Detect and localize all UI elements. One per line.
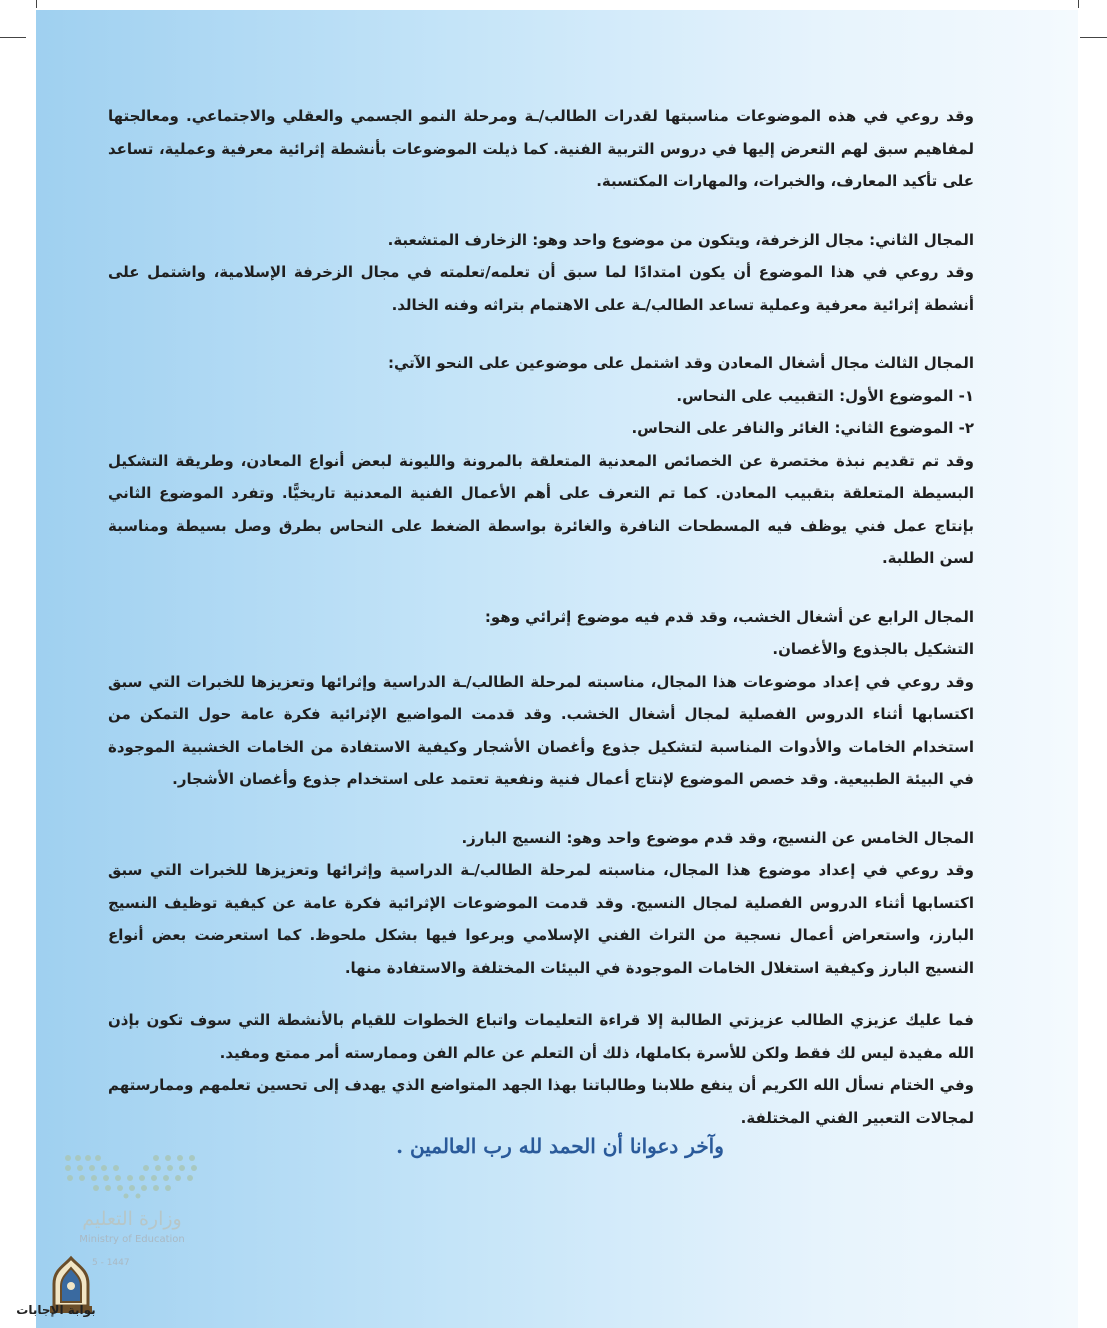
site-watermark-label: بوابة الإجابات <box>16 1303 96 1317</box>
section-heading: المجال الثالث مجال أشغال المعادن وقد اشتمل على موضوعين على النحو الآتي: <box>387 354 974 372</box>
closing-prayer: وآخر دعوانا أن الحمد لله رب العالمين . <box>396 1134 724 1158</box>
introduction-text <box>108 100 974 1134</box>
paragraph: وقد روعي في هذا الموضوع أن يكون امتدادًا لما سبق أن تعلمه/تعلمته في مجال الزخرفة الإسلامية، واشتمل على أنشطة إثرائية معرفية وعملية تساعد الطالب/ـة على الاهتمام بتراثه وفنه الخالد. <box>108 263 974 314</box>
paragraph: فما عليك عزيزي الطالب عزيزتي الطالبة إلا قراءة التعليمات واتباع الخطوات للقيام بالأنشطة التي سوف تكون بإذن الله مفيدة ليس لك فقط ولكن للأسرة بكاملها، ذلك أن التعلم عن عالم الفن وممارسته أمر ممتع ومفيد. <box>108 1011 974 1062</box>
paragraph: وقد روعي في إعداد موضوعات هذا المجال، مناسبته لمرحلة الطالب/ـة الدراسية وإثرائها وتعزيزها للخبرات التي سبق اكتسابها أثناء الدروس الفصلية لمجال أشغال الخشب. وقد قدمت المواضيع الإثرائية فكرة عامة حول التمكن من استخدام الخامات والأدوات المناسبة لتشكيل جذوع وأغصان الأشجار وكيفية الاستفادة من الخامات الخشبية الموجودة في البيئة الطبيعية. وقد خصص الموضوع لإنتاج أعمال فنية ونفعية تعتمد على استخدام جذوع وأغصان الأشجار. <box>108 672 974 788</box>
paragraph: وقد روعي في إعداد موضوع هذا المجال، مناسبته لمرحلة الطالب/ـة الدراسية وإثرائها وتعزيزها للخبرات التي سبق اكتسابها أثناء الدروس الفصلية لمجال النسيج. وقد قدمت الموضوعات الإثرائية فكرة عامة عن كيفية توظيف النسيج البارز، واستعراض أعمال نسجية من التراث الفني الإسلامي وبرعوا فيها بشكل ملحوظ. كما استعرضت بعض أنواع النسيج البارز وكيفية استغلال الخامات الموجودة في البيئات المختلفة والاستفادة منها. <box>108 861 974 977</box>
section-topic: التشكيل بالجذوع والأغصان. <box>772 640 974 658</box>
ministry-name-english: Ministry of Education <box>79 1234 185 1245</box>
paragraph: وقد روعي في هذه الموضوعات مناسبتها لقدرات الطالب/ـة ومرحلة النمو الجسمي والعقلي والاجتماعي. ومعالجتها لمفاهيم سبق لهم التعرض إليها في دروس التربية الفنية. كما ذيلت الموضوعات بأنشطة إثرائية معرفية وعملية، تساعد على تأكيد المعارف، والخبرات، والمهارات المكتسبة. <box>108 107 974 190</box>
section-heading: المجال الثاني: مجال الزخرفة، ويتكون من موضوع واحد وهو: الزخارف المتشعبة. <box>387 230 974 249</box>
logo-year: 5 - 1447 <box>92 1258 130 1268</box>
crop-mark <box>0 37 26 38</box>
ministry-logo <box>62 1208 202 1245</box>
section-heading: المجال الرابع عن أشغال الخشب، وقد قدم فيه موضوع إثرائي وهو: <box>484 607 974 626</box>
crop-mark <box>1080 37 1107 38</box>
list-item: ١- الموضوع الأول: التقبيب على النحاس. <box>676 386 974 405</box>
ministry-name-arabic: وزارة التعليم <box>82 1208 182 1230</box>
crop-mark <box>1078 0 1079 8</box>
paragraph: وفي الختام نسأل الله الكريم أن ينفع طلابنا وطالباتنا بهذا الجهد المتواضع الذي يهدف إلى تحسين تعلمهم وممارستهم لمجالات التعبير الفني المختلفة. <box>108 1076 974 1127</box>
list-item: ٢- الموضوع الثاني: الغائر والنافر على النحاس. <box>631 419 974 437</box>
section-heading: المجال الخامس عن النسيج، وقد قدم موضوع واحد وهو: النسيج البارز. <box>461 828 974 847</box>
paragraph: وقد تم تقديم نبذة مختصرة عن الخصائص المعدنية المتعلقة بالمرونة والليونة لبعض أنواع المعادن، وطريقة التشكيل البسيطة المتعلقة بتقبيب المعادن. كما تم التعرف على أهم الأعمال الفنية المعدنية تاريخيًّا. وتفرد الموضوع الثاني بإنتاج عمل فني يوظف فيه المسطحات النافرة والغائرة بواسطة الضغط على النحاس بطرق وصل بسيطة ومناسبة لسن الطلبة. <box>108 451 974 567</box>
crop-mark <box>36 0 37 8</box>
